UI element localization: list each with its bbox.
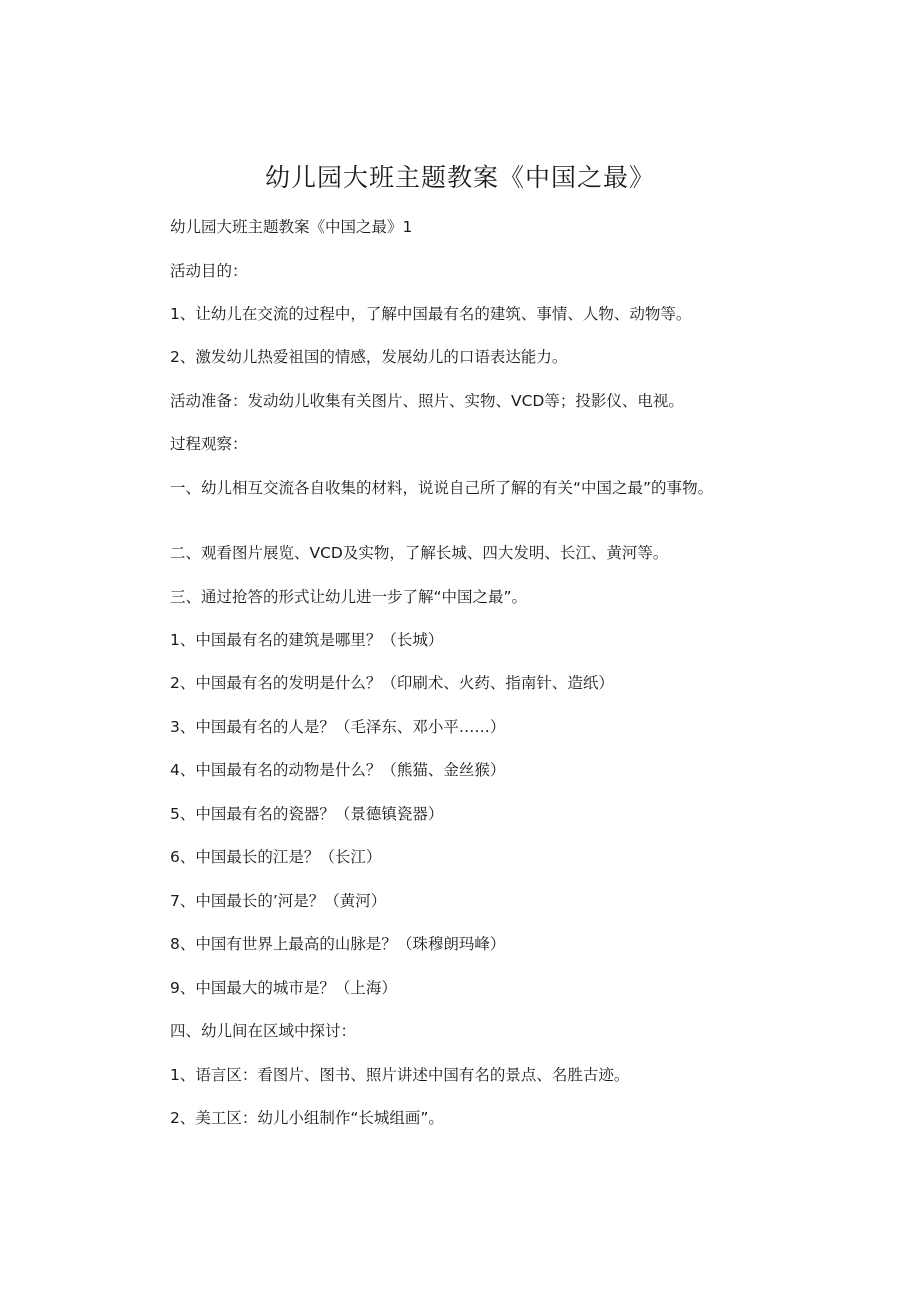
area-item-1: 1、语言区：看图片、图书、照片讲述中国有名的景点、名胜古迹。 — [170, 1066, 630, 1084]
quiz-question-4: 4、中国最有名的动物是什么？（熊猫、金丝猴） — [170, 761, 506, 779]
document-title: 幼儿园大班主题教案《中国之最》 — [264, 163, 655, 192]
quiz-question-9: 9、中国最大的城市是？（上海） — [170, 979, 397, 997]
goal-item-1: 1、让幼儿在交流的过程中，了解中国最有名的建筑、事情、人物、动物等。 — [170, 305, 692, 323]
section-heading-goals: 活动目的： — [170, 262, 248, 280]
subtitle: 幼儿园大班主题教案《中国之最》1 — [170, 218, 413, 236]
process-step-3: 三、通过抢答的形式让幼儿进一步了解“中国之最”。 — [170, 588, 528, 606]
quiz-question-2: 2、中国最有名的发明是什么？（印刷术、火药、指南针、造纸） — [170, 674, 614, 692]
goal-item-2: 2、激发幼儿热爱祖国的情感，发展幼儿的口语表达能力。 — [170, 348, 568, 366]
quiz-question-8: 8、中国有世界上最高的山脉是？（珠穆朗玛峰） — [170, 935, 506, 953]
quiz-question-6: 6、中国最长的江是？（长江） — [170, 848, 382, 866]
process-step-1: 一、幼儿相互交流各自收集的材料，说说自己所了解的有关“中国之最”的事物。 — [170, 479, 714, 497]
section-heading-process: 过程观察： — [170, 435, 248, 453]
quiz-question-7: 7、中国最长的’河是？（黄河） — [170, 892, 387, 910]
quiz-question-5: 5、中国最有名的瓷器？（景德镇瓷器） — [170, 805, 444, 823]
process-step-4: 四、幼儿间在区域中探讨： — [170, 1022, 357, 1040]
quiz-question-1: 1、中国最有名的建筑是哪里？（长城） — [170, 631, 444, 649]
preparation-paragraph: 活动准备：发动幼儿收集有关图片、照片、实物、VCD等；投影仪、电视。 — [170, 392, 684, 410]
quiz-question-3: 3、中国最有名的人是？（毛泽东、邓小平……） — [170, 718, 506, 736]
process-step-2: 二、观看图片展览、VCD及实物，了解长城、四大发明、长江、黄河等。 — [170, 544, 669, 562]
area-item-2: 2、美工区：幼儿小组制作“长城组画”。 — [170, 1109, 444, 1127]
